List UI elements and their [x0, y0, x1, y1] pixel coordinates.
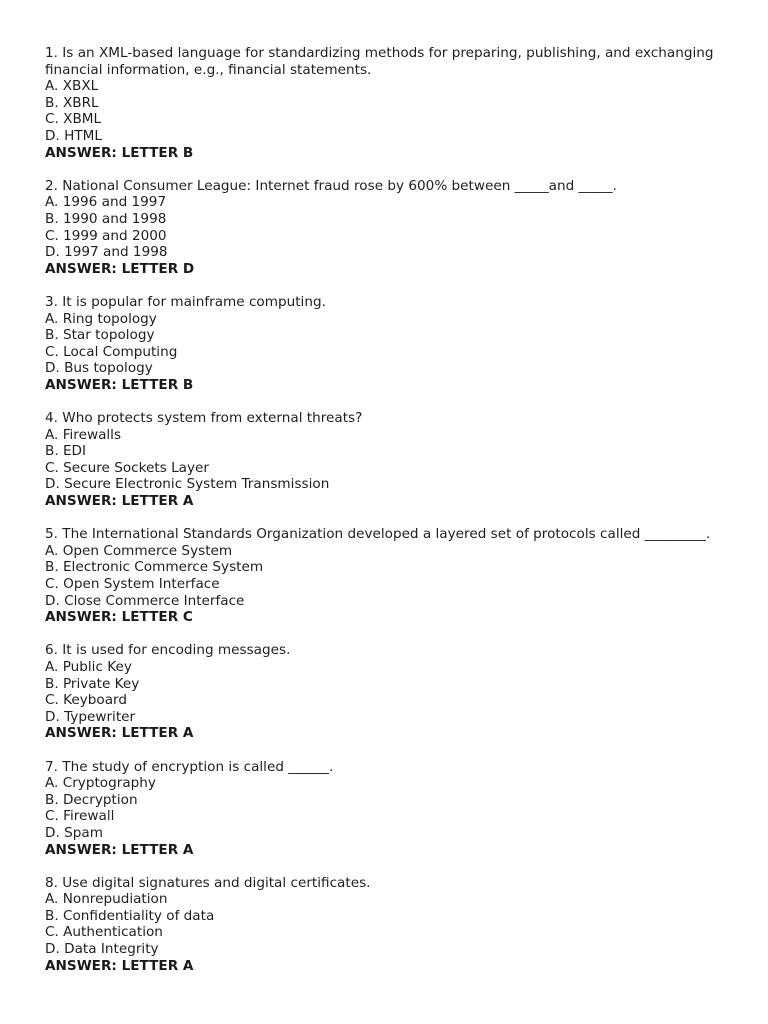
option-d: D. 1997 and 1998	[45, 244, 168, 261]
option-c: C. 1999 and 2000	[45, 227, 167, 244]
option-c: C. Local Computing	[45, 343, 178, 360]
option-b: B. EDI	[45, 443, 87, 460]
question-text: 3. It is popular for mainframe computing.	[45, 293, 326, 310]
option-a: A. XBXL	[45, 78, 99, 95]
question-block-2	[45, 178, 738, 278]
question-block-3	[45, 294, 738, 394]
question-block-8	[45, 875, 738, 975]
question-block-7	[45, 759, 738, 859]
option-c: C. Keyboard	[45, 692, 128, 709]
option-c: C. Open System Interface	[45, 576, 220, 592]
option-c: C. Authentication	[45, 924, 163, 941]
answer-key: ANSWER: LETTER A	[45, 725, 194, 742]
answer-key: ANSWER: LETTER B	[45, 144, 194, 161]
option-c: C. Secure Sockets Layer	[45, 459, 209, 476]
answer-key: ANSWER: LETTER D	[45, 260, 195, 277]
question-text: 6. It is used for encoding messages.	[45, 642, 291, 659]
option-d: D. Secure Electronic System Transmission	[45, 476, 330, 493]
question-block-4	[45, 410, 738, 510]
question-block-1	[45, 45, 738, 161]
question-text: 5. The International Standards Organization developed a layered set of protocols called _________.	[45, 526, 711, 543]
option-b: B. XBRL	[45, 94, 99, 111]
option-a: A. Open Commerce System	[45, 542, 233, 559]
option-b: B. 1990 and 1998	[45, 210, 167, 227]
option-b: B. Confidentiality of data	[45, 907, 215, 924]
question-text: 2. National Consumer League: Internet fraud rose by 600% between _____and _____.	[45, 177, 617, 194]
option-a: A. 1996 and 1997	[45, 194, 167, 211]
answer-key: ANSWER: LETTER A	[45, 493, 194, 510]
option-b: B. Private Key	[45, 675, 140, 692]
option-a: A. Nonrepudiation	[45, 891, 168, 908]
option-b: B. Star topology	[45, 327, 155, 344]
question-text: 7. The study of encryption is called ______.	[45, 758, 334, 775]
option-d: D. Bus topology	[45, 360, 153, 377]
question-text: 8. Use digital signatures and digital certificates.	[45, 874, 371, 891]
option-a: A. Cryptography	[45, 775, 156, 792]
option-d: D. Typewriter	[45, 708, 136, 725]
answer-key: ANSWER: LETTER B	[45, 376, 194, 393]
option-a: A. Public Key	[45, 658, 132, 675]
answer-key: ANSWER: LETTER A	[45, 841, 194, 858]
option-a: A. Firewalls	[45, 426, 122, 443]
answer-key: ANSWER: LETTER A	[45, 957, 194, 974]
question-text: 4. Who protects system from external threats?	[45, 410, 363, 427]
option-b: B. Electronic Commerce System	[45, 559, 264, 576]
question-block-5	[45, 526, 738, 626]
option-d: D. Data Integrity	[45, 941, 159, 958]
option-a: A. Ring topology	[45, 310, 157, 327]
option-c: C. Firewall	[45, 808, 115, 825]
option-d: D. Spam	[45, 824, 103, 841]
question-text: 1. Is an XML-based language for standardizing methods for preparing, publishing, and exchanging financial information, e.g., financial statements.	[45, 45, 718, 78]
answer-key: ANSWER: LETTER C	[45, 609, 193, 626]
option-d: D. Close Commerce Interface	[45, 592, 245, 609]
option-b: B. Decryption	[45, 791, 138, 808]
option-c: C. XBML	[45, 111, 102, 128]
question-block-6	[45, 642, 738, 742]
option-d: D. HTML	[45, 127, 102, 144]
